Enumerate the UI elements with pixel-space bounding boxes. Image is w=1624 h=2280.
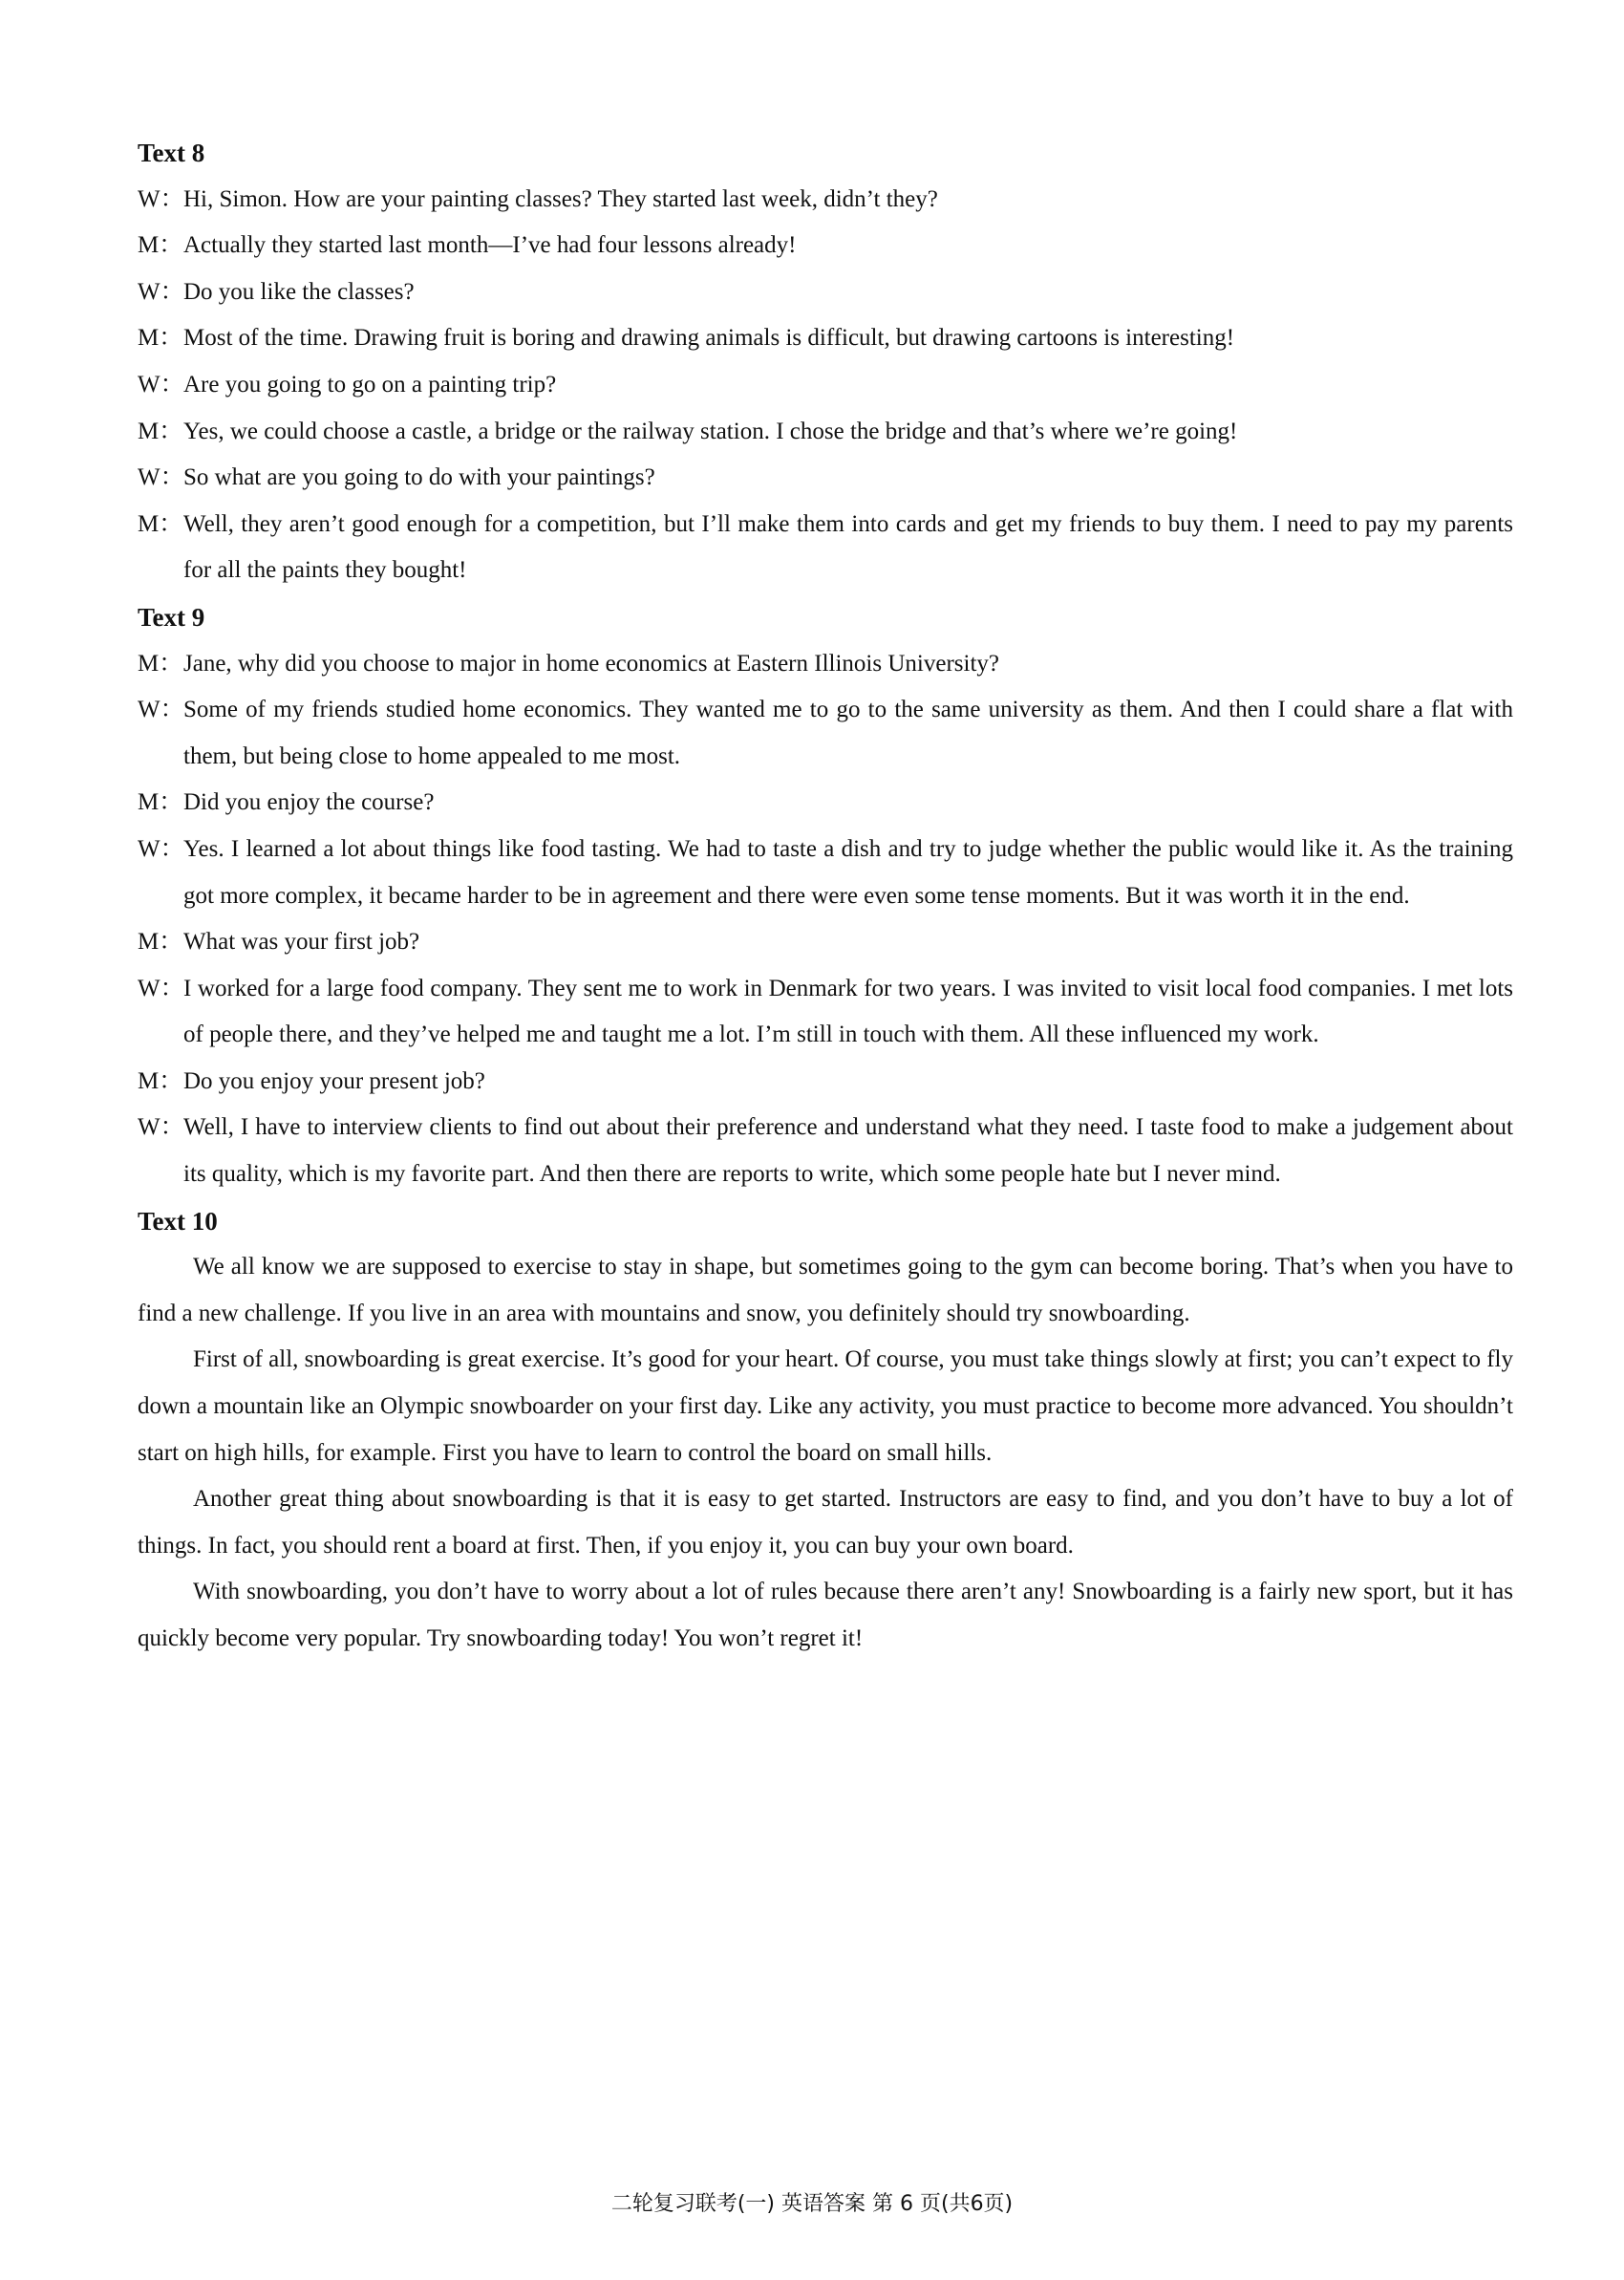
speaker-label: W： xyxy=(138,835,184,862)
dialogue-line xyxy=(138,1105,1513,1197)
speaker-label: W： xyxy=(138,1114,184,1141)
dialogue-text: Did you enjoy the course? xyxy=(183,789,435,816)
dialogue-text: Yes, we could choose a castle, a bridge or the railway station. I chose the bridge and that’s where we’re going! xyxy=(183,418,1238,444)
page-content xyxy=(138,130,1513,1663)
speaker-label: M： xyxy=(138,510,183,537)
speaker-label: M： xyxy=(138,232,183,259)
speaker-label: M： xyxy=(138,325,183,352)
dialogue-line xyxy=(138,641,1513,688)
speaker-label: W： xyxy=(138,697,184,723)
dialogue-text: Actually they started last month—I’ve had four lessons already! xyxy=(183,232,797,259)
dialogue-line xyxy=(138,827,1513,919)
dialogue-text: Well, I have to interview clients to find out about their preference and understand what they need. I taste food to make a judgement about its quality, which is my favorite part. And then there are reports to write, which some people hate but I never mind. xyxy=(183,1114,1513,1188)
dialogue-line xyxy=(138,269,1513,316)
dialogue-text: What was your first job? xyxy=(183,929,420,956)
page-footer: 二轮复习联考(一) 英语答案 第 6 页(共6页) xyxy=(610,2192,1014,2216)
dialogue-line xyxy=(138,315,1513,362)
speaker-label: M： xyxy=(138,1067,183,1094)
dialogue-line xyxy=(138,780,1513,827)
speaker-label: W： xyxy=(138,185,184,212)
passage-paragraph: We all know we are supposed to exercise to stay in shape, but sometimes going to the gym can become boring. That’s when you have to find a new challenge. If you live in an area with mountains and snow, you definitely should try snowboarding. xyxy=(138,1254,1513,1326)
dialogue-text: Yes. I learned a lot about things like food tasting. We had to taste a dish and try to judge whether the public would like it. As the training got more complex, it became harder to be in agreement and there were even some tense moments. But it was worth it in the end. xyxy=(183,835,1513,909)
dialogue-line xyxy=(138,362,1513,409)
dialogue-text: I worked for a large food company. They sent me to work in Denmark for two years. I was invited to visit local food companies. I met lots of people there, and they’ve helped me and taught me a lot. I’m still in touch with them. All these influenced my work. xyxy=(183,975,1513,1048)
passage-paragraph: Another great thing about snowboarding is that it is easy to get started. Instructors are easy to find, and you don’t have to buy a lot of things. In fact, you should rent a board at first. Then, if you enjoy it, you can buy your own board. xyxy=(138,1486,1513,1559)
dialogue-line xyxy=(138,687,1513,780)
text10-title: Text 10 xyxy=(138,1206,218,1236)
dialogue-text: Some of my friends studied home economics. They wanted me to go to the same university as them. And then I could share a flat with them, but being close to home appealed to me most. xyxy=(183,697,1513,769)
dialogue-line xyxy=(138,1059,1513,1106)
dialogue-line xyxy=(138,223,1513,269)
passage-paragraph: With snowboarding, you don’t have to worry about a lot of rules because there aren’t any! Snowboarding is a fairly new sport, but it has quickly become very popular. Try snowboarding today! You won’t regret it! xyxy=(138,1579,1513,1651)
text10-section xyxy=(138,1198,1513,1663)
speaker-label: W： xyxy=(138,278,184,305)
text9-title: Text 9 xyxy=(138,602,205,632)
speaker-label: M： xyxy=(138,650,183,677)
dialogue-text: Most of the time. Drawing fruit is boring and drawing animals is difficult, but drawing cartoons is interesting! xyxy=(183,325,1235,352)
speaker-label: W： xyxy=(138,371,184,398)
speaker-label: M： xyxy=(138,418,183,444)
dialogue-line xyxy=(138,502,1513,594)
dialogue-text: So what are you going to do with your paintings? xyxy=(183,464,655,491)
dialogue-text: Do you like the classes? xyxy=(183,278,415,305)
dialogue-line xyxy=(138,966,1513,1059)
dialogue-text: Jane, why did you choose to major in home economics at Eastern Illinois University? xyxy=(183,650,999,677)
dialogue-line xyxy=(138,919,1513,966)
dialogue-line xyxy=(138,409,1513,456)
dialogue-text: Well, they aren’t good enough for a competition, but I’ll make them into cards and get my friends to buy them. I need to pay my parents for all the paints they bought! xyxy=(183,510,1513,584)
passage-paragraph: First of all, snowboarding is great exercise. It’s good for your heart. Of course, you must take things slowly at first; you can’t expect to fly down a mountain like an Olympic snowboarder on your first day. Like any activity, you must practice to become more advanced. You shouldn’t start on high hills, for example. First you have to learn to control the board on small hills. xyxy=(138,1346,1513,1466)
dialogue-line xyxy=(138,455,1513,502)
dialogue-text: Do you enjoy your present job? xyxy=(183,1067,485,1094)
speaker-label: W： xyxy=(138,975,184,1001)
dialogue-text: Are you going to go on a painting trip? xyxy=(183,371,557,398)
dialogue-text: Hi, Simon. How are your painting classes? They started last week, didn’t they? xyxy=(183,185,938,212)
text9-section xyxy=(138,594,1513,1198)
text8-section xyxy=(138,130,1513,594)
speaker-label: M： xyxy=(138,929,183,956)
dialogue-line xyxy=(138,177,1513,224)
speaker-label: M： xyxy=(138,789,183,816)
text8-title: Text 8 xyxy=(138,139,205,167)
speaker-label: W： xyxy=(138,464,184,491)
